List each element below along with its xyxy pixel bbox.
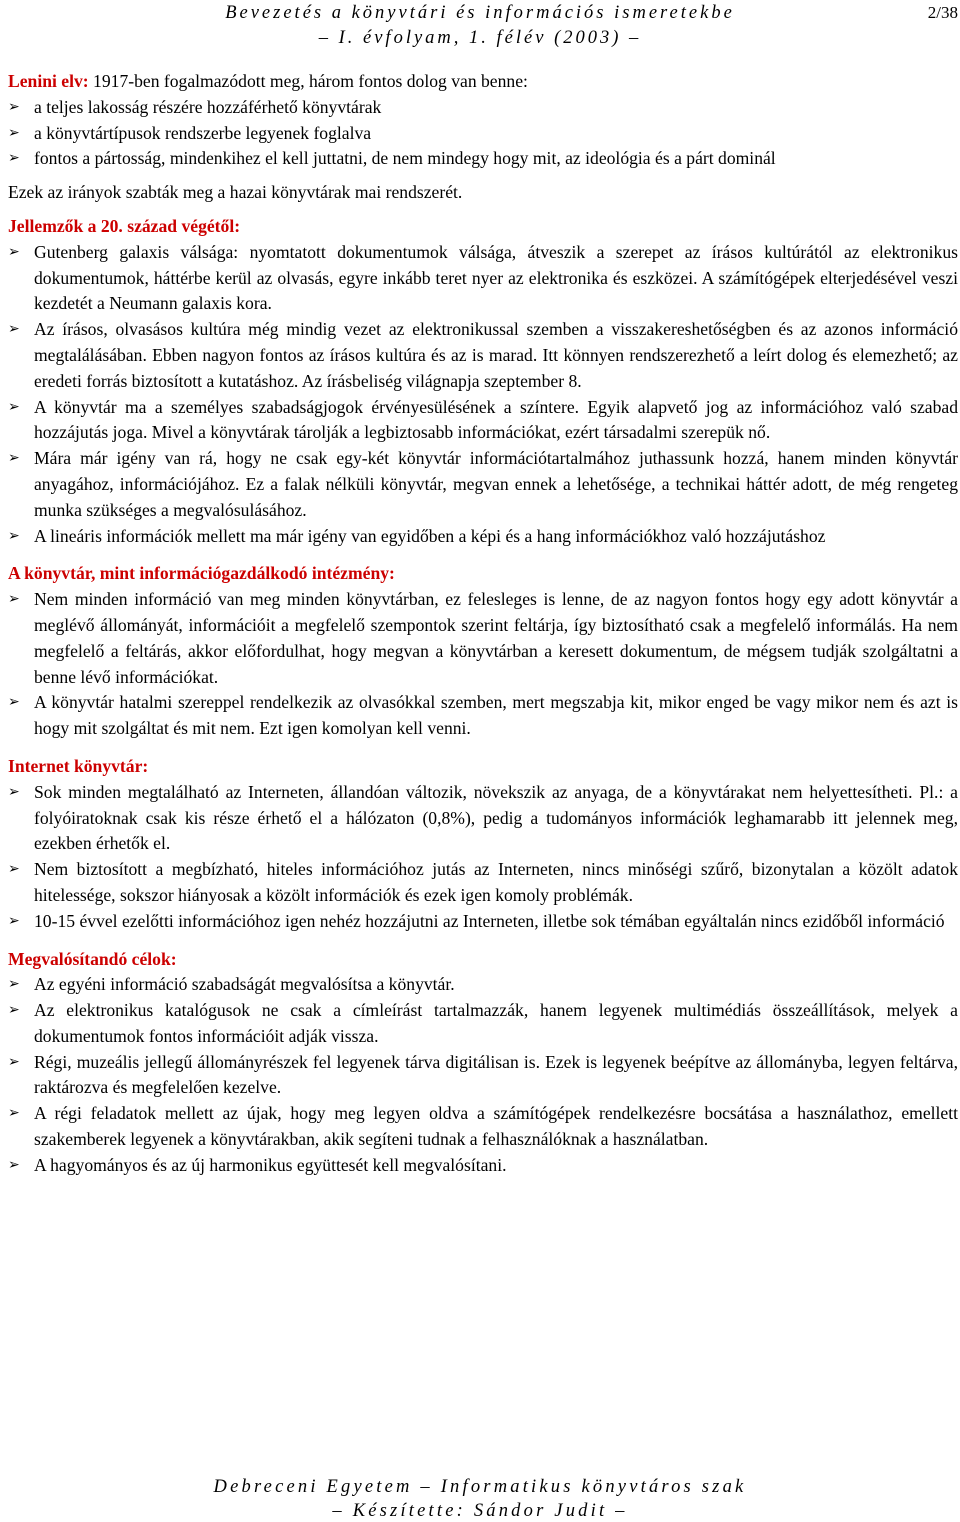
bullet-arrow-icon: ➢ (8, 784, 20, 800)
list-item (8, 780, 958, 857)
list-item (8, 587, 958, 690)
list-item-text: Nem biztosított a megbízható, hiteles információhoz jutás az Interneten, nincs minőségi szűrő, bizonytalan a közölt adatok hitelessége, sokszor hiányosak a közölt információk és ezek igen komoly problémák. (34, 859, 958, 905)
intro-item (8, 121, 958, 147)
section-heading-20th-century: Jellemzők a 20. század végétől: (8, 215, 241, 236)
bullet-arrow-icon: ➢ (8, 695, 20, 711)
list-item-text: 10-15 évvel ezelőtti információhoz igen nehéz hozzájutni az Interneten, illetbe sok témában egyáltalán nincs ezidőből információ (34, 910, 945, 931)
list-item (8, 240, 958, 317)
intro-list (8, 95, 958, 172)
list-item-text: A könyvtár hatalmi szereppel rendelkezik az olvasókkal szemben, mert megszabja kit, mikor enged be vagy mikor nem és azt is hogy mit szolgáltat és mit nem. Ezt igen komolyan kell venni. (34, 692, 958, 739)
bullet-arrow-icon: ➢ (8, 1106, 20, 1122)
section-list-information-management (8, 587, 958, 742)
list-item (8, 395, 958, 447)
bullet-arrow-icon: ➢ (8, 322, 20, 338)
intro-heading-rest: 1917-ben fogalmazódott meg, három fontos dolog van benne: (88, 71, 528, 91)
list-item-text: Gutenberg galaxis válsága: nyomtatott dokumentumok válsága, átveszik a szerepet az írásos kultúrától az elektronikus dokumentumok, háttérbe kerül az olvasás, egyre inkább teret nyer az elektronika és eszközei. A számítógépek elterjedésével veszi kezdetét a Neumann galaxis kora. (34, 241, 958, 314)
list-item (8, 690, 958, 742)
page-number: 2/38 (927, 3, 958, 22)
intro-item-text: fontos a pártosság, mindenkihez el kell juttatni, de nem mindegy hogy mit, az ideológia és a párt dominál (34, 148, 776, 169)
list-item (8, 857, 958, 909)
section-heading-goals: Megvalósítandó célok: (8, 948, 177, 969)
bullet-arrow-icon: ➢ (8, 1157, 20, 1173)
bullet-arrow-icon: ➢ (8, 151, 20, 167)
intro-item (8, 95, 958, 121)
section-heading-internet-library: Internet könyvtár: (8, 755, 149, 776)
header-subtitle: – I. évfolyam, 1. félév (2003) – (318, 28, 642, 48)
footer-institution: Debreceni Egyetem – Informatikus könyvtáros szak (213, 1477, 747, 1497)
bullet-arrow-icon: ➢ (8, 451, 20, 467)
bullet-arrow-icon: ➢ (8, 528, 20, 544)
intro-paragraph (8, 69, 958, 95)
list-item (8, 524, 958, 550)
list-item (8, 998, 958, 1050)
list-item-text: A régi feladatok mellett az újak, hogy meg legyen oldva a számítógépek rendelkezésre bocsátása a használathoz, emellett szakemberek legyenek a könyvtárakban, akik segíteni tudnak a felhasználóknak a használatban. (34, 1103, 958, 1150)
footer-author: – Készítette: Sándor Judit – (332, 1501, 628, 1521)
list-item (8, 1153, 958, 1179)
bullet-arrow-icon: ➢ (8, 913, 20, 929)
bullet-arrow-icon: ➢ (8, 1054, 20, 1070)
list-item-text: Az írásos, olvasásos kultúra még mindig vezet az elektronikussal szemben a visszakereshetőségben és az azonos információ megtalálásában. Ebben nagyon fontos az írásos kultúra és az is marad. Itt könnyen rendszerezhető a leírt dolog és elemezhető; az eredeti forrás biztosított a kutatáshoz. Az írásbeliség világnapja szeptember 8. (34, 319, 958, 391)
bullet-arrow-icon: ➢ (8, 592, 20, 608)
list-item (8, 1101, 958, 1153)
list-item (8, 1050, 958, 1102)
list-item (8, 909, 958, 935)
list-item-text: Sok minden megtalálható az Interneten, állandóan változik, növekszik az anyaga, de a könyvtárakat nem helyettesítheti. Pl.: a folyóiratoknak csak kis része érhető el a hálózaton (0,8%), pedig a tudományos információk leghamarabb itt jelennek meg, ezekben érhetők el. (34, 781, 958, 854)
list-item-text: Mára már igény van rá, hogy ne csak egy-két könyvtár információtartalmához juthassunk hozzá, hanem minden könyvtár anyagához, információjához. Ez a falak nélküli könyvtár, megvan ennek a lehetősége, a technikai háttér adott, de még rengeteg munka szükséges a megvalósulásához. (34, 448, 958, 520)
list-item-text: A hagyományos és az új harmonikus együttesét kell megvalósítani. (34, 1154, 507, 1175)
list-item (8, 972, 958, 998)
list-item-text: Nem minden információ van meg minden könyvtárban, ez felesleges is lenne, de az nagyon fontos hogy egy adott könyvtár a meglévő állományát, információit a megfelelő szempontok szerint feltárja, így biztosítható csak a megfelelő informálás. Ha nem megfelelő a feltárás, akkor előfordulhat, hogy megvan a könyvtárban a keresett dokumentum, de mégsem tudják szolgáltatni a benne lévő információkat. (34, 589, 958, 687)
section-list-internet-library (8, 780, 958, 935)
list-item-text: A könyvtár ma a személyes szabadságjogok érvényesülésének a színtere. Egyik alapvető jog az információhoz való szabad hozzájutás joga. Mivel a könyvtárak tárolják a legbiztosabb információkat, ezért társadalmi szerepük nő. (34, 396, 958, 443)
bullet-arrow-icon: ➢ (8, 99, 20, 115)
bullet-arrow-icon: ➢ (8, 1003, 20, 1019)
bullet-arrow-icon: ➢ (8, 977, 20, 993)
list-item (8, 317, 958, 394)
list-item-text: A lineáris információk mellett ma már igény van egyidőben a képi és a hang információkhoz való hozzájutáshoz (34, 525, 826, 546)
bullet-arrow-icon: ➢ (8, 125, 20, 141)
intro-heading: Lenini elv: (8, 71, 89, 91)
bullet-arrow-icon: ➢ (8, 862, 20, 878)
intro-item-text: a teljes lakosság részére hozzáférhető könyvtárak (34, 96, 382, 117)
intro-summary: Ezek az irányok szabták meg a hazai könyvtárak mai rendszerét. (8, 182, 463, 203)
section-heading-information-management: A könyvtár, mint információgazdálkodó intézmény: (8, 563, 395, 584)
section-list-20th-century (8, 240, 958, 550)
document-body (8, 69, 958, 1179)
list-item-text: Az egyéni információ szabadságát megvalósítsa a könyvtár. (34, 974, 455, 995)
list-item-text: Régi, muzeális jellegű állományrészek fel legyenek tárva digitálisan is. Ezek is legyenek beépítve az állományba, legyen feltárva, raktározva és megfelelően kezelve. (34, 1051, 958, 1098)
list-item (8, 446, 958, 523)
intro-item (8, 146, 958, 172)
list-item-text: Az elektronikus katalógusok ne csak a címleírást tartalmazzák, hanem legyenek multimédiás összeállítások, melyek a dokumentumok fontos információit adják vissza. (34, 1000, 958, 1046)
bullet-arrow-icon: ➢ (8, 399, 20, 415)
bullet-arrow-icon: ➢ (8, 244, 20, 260)
header-title: Bevezetés a könyvtári és információs ismeretekbe (225, 3, 735, 23)
section-list-goals (8, 972, 958, 1178)
intro-item-text: a könyvtártípusok rendszerbe legyenek foglalva (34, 122, 372, 143)
